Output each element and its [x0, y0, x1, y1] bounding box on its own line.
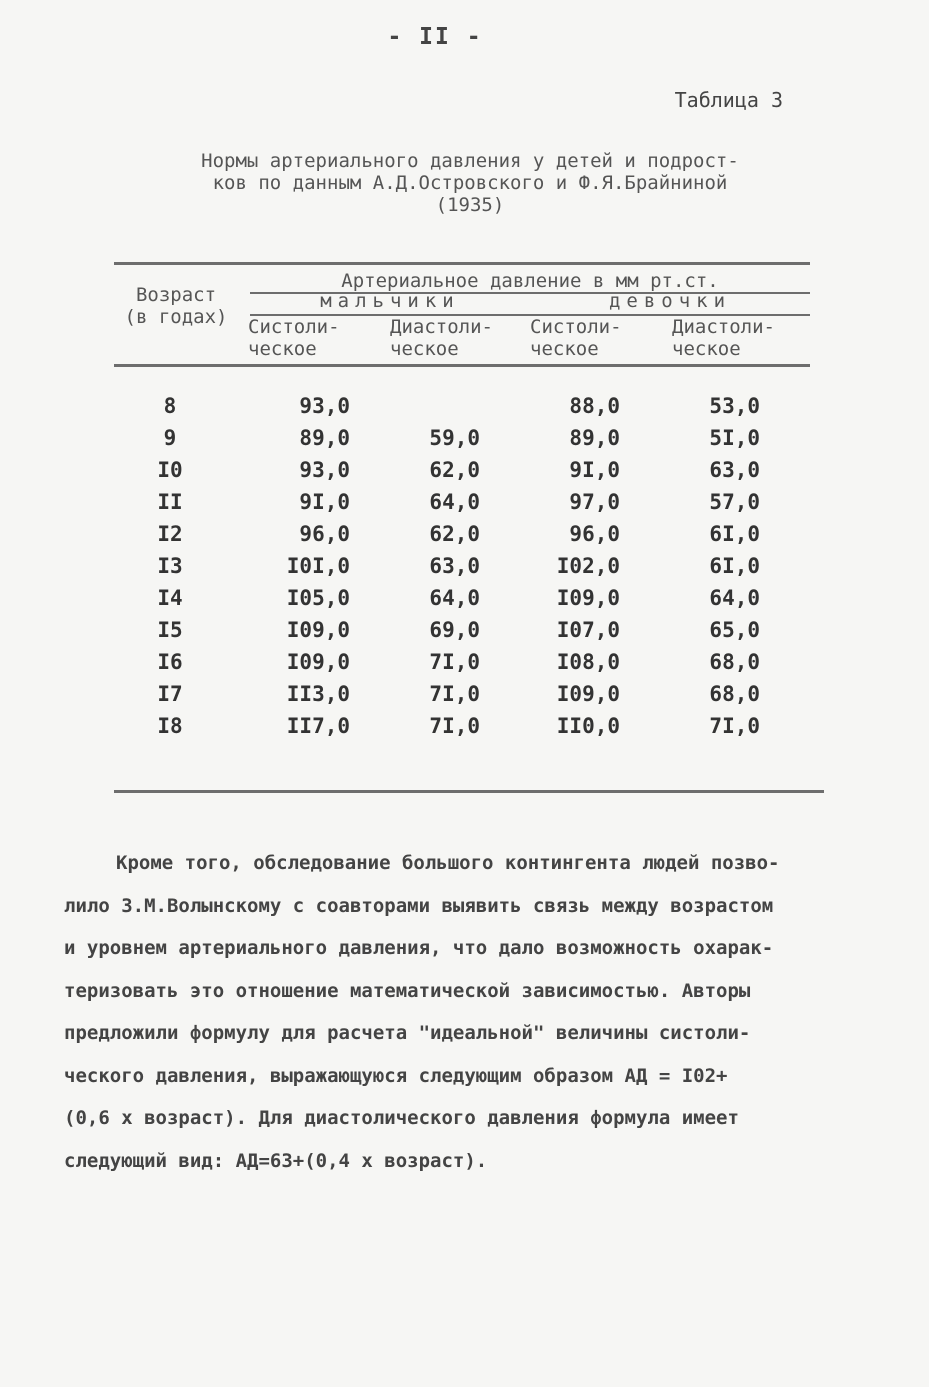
girls-diastolic-cell: 7I,0 — [709, 714, 760, 738]
boys-diastolic-cell: 59,0 — [429, 426, 480, 450]
paragraph-line: следующий вид: АД=63+(0,4 х возраст). — [64, 1149, 488, 1172]
boys-systolic-cell: II3,0 — [286, 682, 350, 706]
girls-diastolic-cell: 68,0 — [709, 650, 760, 674]
boys-systolic-cell: 89,0 — [299, 426, 350, 450]
girls-systolic-cell: I09,0 — [556, 586, 620, 610]
age-column-header: Возраст (в годах) — [124, 284, 228, 328]
header-bottom-rule — [114, 364, 810, 367]
pressure-header: Артериальное давление в мм рт.ст. — [341, 270, 719, 292]
girls-systolic-cell: I02,0 — [556, 554, 620, 578]
paragraph-line: и уровнем артериального давления, что дало возможность охарак- — [64, 937, 774, 959]
paragraph-line: лило З.М.Волынскому с соавторами выявить связь между возрастом — [64, 894, 774, 917]
boys-systolic-cell: 93,0 — [299, 458, 350, 482]
boys-diastolic-cell: 64,0 — [429, 490, 480, 514]
boys-systolic-cell: II7,0 — [286, 714, 350, 738]
boys-diastolic-cell: 7I,0 — [429, 650, 480, 674]
boys-diastolic-cell: 62,0 — [429, 522, 480, 546]
paragraph-line: предложили формулу для расчета "идеальной" величины систоли- — [64, 1022, 751, 1044]
girls-systolic-cell: 89,0 — [569, 426, 620, 450]
girls-systolic-cell: I09,0 — [556, 682, 620, 706]
girls-systolic-cell: 88,0 — [569, 394, 620, 418]
paragraph-line: теризовать это отношение математической зависимостью. Авторы — [64, 979, 751, 1002]
caption-line: ков по данным А.Д.Островского и Ф.Я.Брайниной — [212, 172, 728, 194]
age-cell: I4 — [157, 586, 183, 610]
girls-systolic-cell: 96,0 — [569, 522, 620, 546]
boys-group-header: мальчики — [320, 290, 460, 312]
girls-group-header: девочки — [608, 290, 732, 312]
girls-diastolic-cell: 68,0 — [709, 682, 760, 706]
age-cell: I8 — [157, 714, 183, 738]
girls-systolic-cell: II0,0 — [556, 714, 620, 738]
boys-systolic-cell: I09,0 — [286, 618, 350, 642]
boys-systolic-cell: I0I,0 — [286, 554, 350, 578]
girls-diastolic-cell: 65,0 — [709, 618, 760, 642]
boys-diastolic-header: Диастоли- ческое — [390, 316, 493, 360]
table-bottom-rule — [114, 790, 824, 793]
boys-systolic-header: Систоли- ческое — [248, 316, 340, 360]
boys-systolic-cell: 9I,0 — [299, 490, 350, 514]
girls-diastolic-cell: 53,0 — [709, 394, 760, 418]
girls-diastolic-cell: 6I,0 — [709, 554, 760, 578]
age-cell: II — [157, 490, 183, 514]
age-cell: I6 — [157, 650, 183, 674]
girls-systolic-cell: I08,0 — [556, 650, 620, 674]
girls-systolic-cell: I07,0 — [556, 618, 620, 642]
girls-diastolic-cell: 6I,0 — [709, 522, 760, 546]
age-cell: 8 — [163, 394, 177, 418]
caption-line: (1935) — [435, 194, 505, 216]
boys-diastolic-cell: 7I,0 — [429, 714, 480, 738]
boys-systolic-cell: 93,0 — [299, 394, 350, 418]
boys-diastolic-cell: 63,0 — [429, 554, 480, 578]
boys-systolic-cell: 96,0 — [299, 522, 350, 546]
age-cell: I2 — [157, 522, 183, 546]
girls-diastolic-cell: 5I,0 — [709, 426, 760, 450]
body-paragraph — [64, 842, 864, 1182]
girls-diastolic-cell: 64,0 — [709, 586, 760, 610]
age-cell: I3 — [157, 554, 183, 578]
table-label: Таблица 3 — [674, 88, 783, 112]
girls-diastolic-cell: 57,0 — [709, 490, 760, 514]
page-number: - II - — [387, 24, 483, 50]
boys-diastolic-cell: 64,0 — [429, 586, 480, 610]
girls-systolic-cell: 9I,0 — [569, 458, 620, 482]
boys-diastolic-cell: 62,0 — [429, 458, 480, 482]
age-cell: I5 — [157, 618, 183, 642]
girls-systolic-cell: 97,0 — [569, 490, 620, 514]
boys-diastolic-cell: 7I,0 — [429, 682, 480, 706]
boys-systolic-cell: I09,0 — [286, 650, 350, 674]
age-cell: I7 — [157, 682, 183, 706]
age-cell: 9 — [163, 426, 177, 450]
girls-diastolic-cell: 63,0 — [709, 458, 760, 482]
girls-diastolic-header: Диастоли- ческое — [672, 316, 775, 360]
paragraph-line: Кроме того, обследование большого контингента людей позво- — [116, 852, 780, 874]
table-caption — [110, 150, 830, 216]
caption-line: Нормы артериального давления у детей и подрост- — [201, 150, 739, 172]
age-cell: I0 — [157, 458, 183, 482]
boys-systolic-cell: I05,0 — [286, 586, 350, 610]
boys-diastolic-cell: 69,0 — [429, 618, 480, 642]
girls-systolic-header: Систоли- ческое — [530, 316, 622, 360]
paragraph-line: ческого давления, выражающуюся следующим образом АД = I02+ — [64, 1064, 728, 1087]
table-top-rule — [114, 262, 810, 265]
paragraph-line: (0,6 х возраст). Для диастолического давления формула имеет — [64, 1107, 739, 1129]
